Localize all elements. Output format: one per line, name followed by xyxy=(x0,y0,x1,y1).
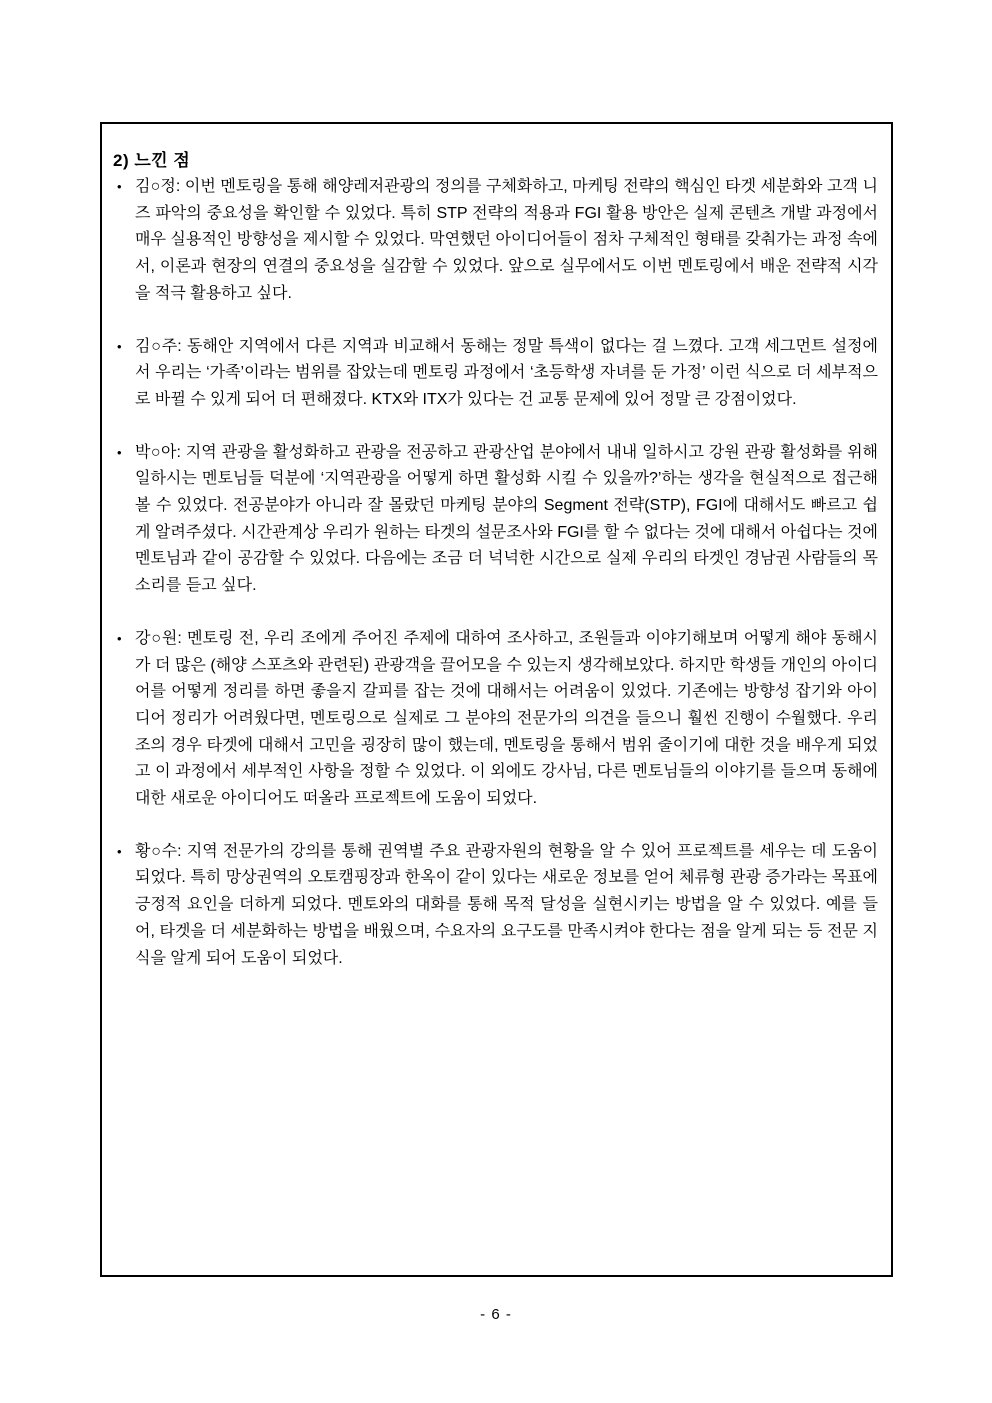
bullet-icon: • xyxy=(117,843,122,859)
list-item xyxy=(113,839,878,973)
list-item xyxy=(113,174,878,308)
bullet-icon: • xyxy=(117,444,122,460)
author-separator: : xyxy=(177,629,188,647)
bullet-list xyxy=(113,174,878,972)
list-item xyxy=(113,440,878,600)
content-border-box xyxy=(100,122,893,1277)
section-title: 2) 느낀 점 xyxy=(113,151,191,170)
author-separator: : xyxy=(175,178,185,195)
bullet-author: 김○정 xyxy=(135,178,176,195)
bullet-paragraph xyxy=(135,626,878,813)
bullet-author: 강○원 xyxy=(135,629,178,647)
author-separator: : xyxy=(177,842,187,860)
bullet-paragraph xyxy=(135,334,878,414)
bullet-text: 지역 관광을 활성화하고 관광을 전공하고 관광산업 분야에서 내내 일하시고 강원 관광 활성화를 위해 일하시는 멘토님들 덕분에 ‘지역관광을 어떻게 하면 활성화 시킬 수 있을까?’하는 생각을 현실적으로 접근해볼 수 있었다. 전공분야가 아니라 잘 몰랐던 마케팅 분야의 Segment 전략(STP), FGI에 대해서도 빠르고 쉽게 알려주셨다. 시간관계상 우리가 원하는 타겟의 설문조사와 FGI를 할 수 없다는 것에 대해서 아쉽다는 것에 멘토님과 같이 공감할 수 있었다. 다음에는 조금 더 넉넉한 시간으로 실제 우리의 타겟인 경남권 사람들의 목소리를 듣고 싶다. xyxy=(135,443,879,595)
bullet-icon: • xyxy=(117,338,122,354)
author-separator: : xyxy=(176,443,186,461)
bullet-icon: • xyxy=(117,630,122,646)
bullet-text: 이번 멘토링을 통해 해양레저관광의 정의를 구체화하고, 마케팅 전략의 핵심인 타겟 세분화와 고객 니즈 파악의 중요성을 확인할 수 있었다. 특히 STP 전략의 적용과 FGI 활용 방안은 실제 콘텐츠 개발 과정에서 매우 실용적인 방향성을 제시할 수 있었다. 막연했던 아이디어들이 점차 구체적인 형태를 갖춰가는 과정 속에서, 이론과 현장의 연결의 중요성을 실감할 수 있었다. 앞으로 실무에서도 이번 멘토링에서 배운 전략적 시각을 적극 활용하고 싶다. xyxy=(135,178,879,302)
bullet-author: 박○아 xyxy=(135,443,177,461)
list-item xyxy=(113,334,878,414)
bullet-author: 김○주 xyxy=(135,337,178,355)
bullet-text: 멘토링 전, 우리 조에게 주어진 주제에 대하여 조사하고, 조원들과 이야기해보며 어떻게 해야 동해시가 더 많은 (해양 스포츠와 관련된) 관광객을 끌어모을 수 있는지 생각해보았다. 하지만 학생들 개인의 아이디어를 어떻게 정리를 하면 좋을지 갈피를 잡는 것에 대해서는 어려움이 있었다. 기존에는 방향성 잡기와 아이디어 정리가 어려웠다면, 멘토링으로 실제로 그 분야의 전문가의 의견을 들으니 훨씬 진행이 수월했다. 우리 조의 경우 타겟에 대해서 고민을 굉장히 많이 했는데, 멘토링을 통해서 범위 줄이기에 대한 것을 배우게 되었고 이 과정에서 세부적인 사항을 정할 수 있었다. 이 외에도 강사님, 다른 멘토님들의 이야기를 들으며 동해에 대한 새로운 아이디어도 떠올라 프로젝트에 도움이 되었다. xyxy=(135,629,879,808)
bullet-author: 황○수 xyxy=(135,842,178,860)
page-number: - 6 - xyxy=(480,1306,512,1323)
bullet-paragraph xyxy=(135,839,878,973)
bullet-text: 지역 전문가의 강의를 통해 권역별 주요 관광자원의 현황을 알 수 있어 프로젝트를 세우는 데 도움이 되었다. 특히 망상권역의 오토캠핑장과 한옥이 같이 있다는 새로운 정보를 얻어 체류형 관광 증가라는 목표에 긍정적 요인을 더하게 되었다. 멘토와의 대화를 통해 목적 달성을 실현시키는 방법을 알 수 있었다. 예를 들어, 타겟을 더 세분화하는 방법을 배웠으며, 수요자의 요구도를 만족시켜야 한다는 점을 알게 되는 등 전문 지식을 알게 되어 도움이 되었다. xyxy=(135,842,879,967)
bullet-text: 동해안 지역에서 다른 지역과 비교해서 동해는 정말 특색이 없다는 걸 느꼈다. 고객 세그먼트 설정에서 우리는 ‘가족’이라는 범위를 잡았는데 멘토링 과정에서 ‘초등학생 자녀를 둔 가정’ 이런 식으로 더 세부적으로 바뀔 수 있게 되어 더 편해졌다. KTX와 ITX가 있다는 건 교통 문제에 있어 정말 큰 강점이었다. xyxy=(135,337,879,408)
author-separator: : xyxy=(177,337,187,355)
bullet-paragraph xyxy=(135,440,878,600)
bullet-paragraph xyxy=(135,174,878,308)
list-item xyxy=(113,626,878,813)
bullet-icon: • xyxy=(117,179,122,194)
